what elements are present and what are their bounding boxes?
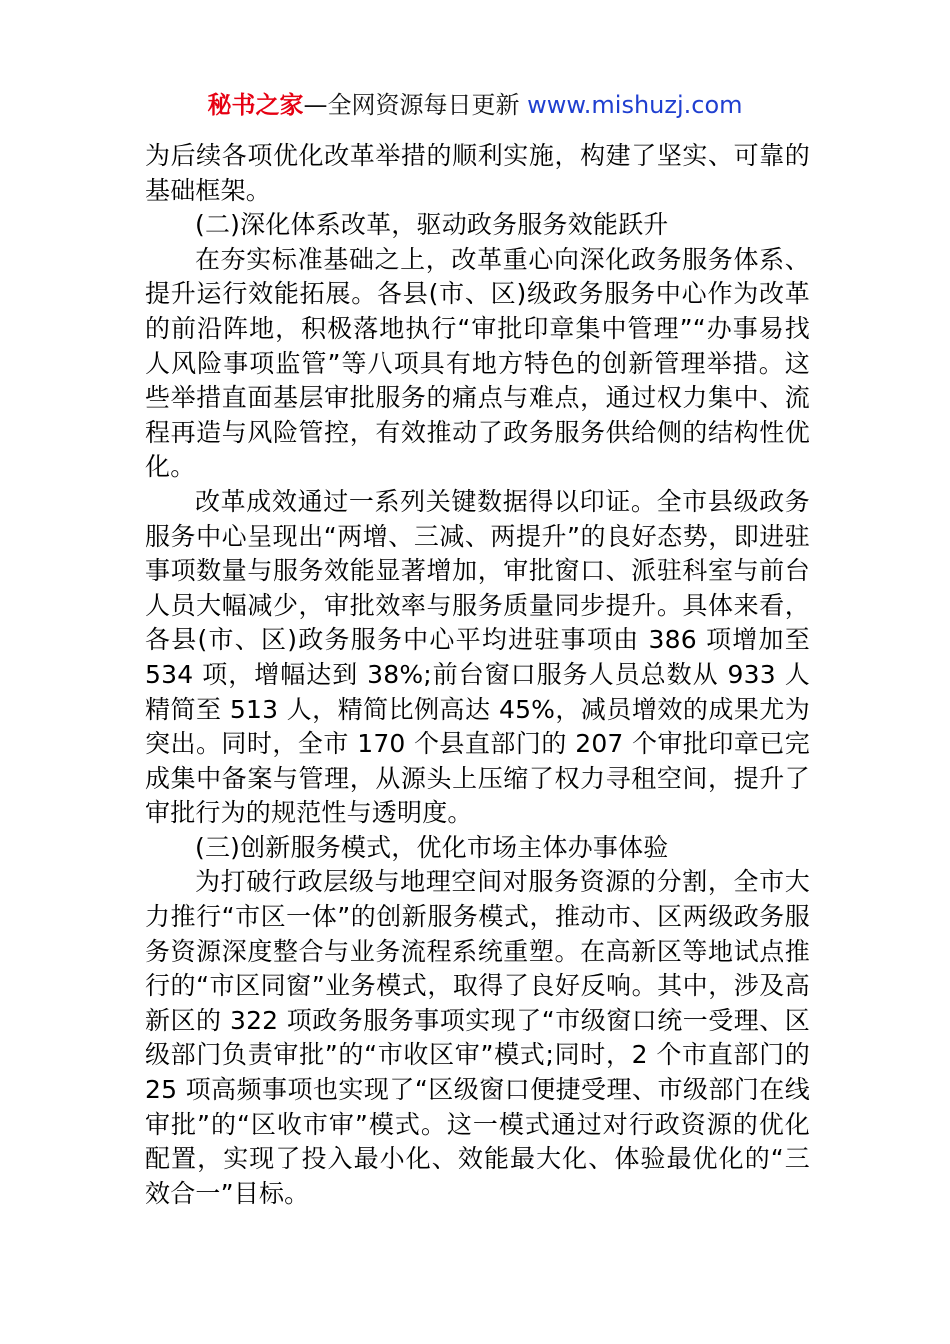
paragraph-continuation: 为后续各项优化改革举措的顺利实施，构建了坚实、可靠的基础框架。 — [145, 141, 810, 205]
site-tagline: —全网资源每日更新 — [303, 91, 528, 119]
section-heading-3: (三)创新服务模式，优化市场主体办事体验 — [195, 832, 669, 862]
site-url-link[interactable]: www.mishuzj.com — [527, 91, 743, 119]
paragraph: 改革成效通过一系列关键数据得以印证。全市县级政务服务中心呈现出“两增、三减、两提升”的良好态势，即进驻事项数量与服务效能显著增加，审批窗口、派驻科室与前台人员大幅减少，审批效率与服务质量同步提升。具体来看，各县(市、区)政务服务中心平均进驻事项由 386 项增加至 534 项，增幅达到 38%;前台窗口服务人员总数从 933 人精简至 513 人，精简比例高达 45%，减员增效的成果尤为突出。同时，全市 170 个县直部门的 207 个审批印章已完成集中备案与管理，从源头上压缩了权力寻租空间，提升了审批行为的规范性与透明度。 — [145, 486, 810, 828]
section-heading-2: (二)深化体系改革，驱动政务服务效能跃升 — [195, 210, 669, 240]
paragraph: 为打破行政层级与地理空间对服务资源的分割，全市大力推行“市区一体”的创新服务模式，推动市、区两级政务服务资源深度整合与业务流程系统重塑。在高新区等地试点推行的“市区同窗”业务模式，取得了良好反响。其中，涉及高新区的 322 项政务服务事项实现了“市级窗口统一受理、区级部门负责审批”的“市收区审”模式;同时，2 个市直部门的 25 项高频事项也实现了“区级窗口便捷受理、市级部门在线审批”的“区收市审”模式。这一模式通过对行政资源的优化配置，实现了投入最小化、效能最大化、体验最优化的“三效合一”目标。 — [145, 867, 810, 1208]
site-brand: 秘书之家 — [207, 91, 304, 119]
site-header — [0, 88, 950, 122]
document-body — [145, 139, 810, 1211]
paragraph: 在夯实标准基础之上，改革重心向深化政务服务体系、提升运行效能拓展。各县(市、区)级政务服务中心作为改革的前沿阵地，积极落地执行“审批印章集中管理”“办事易找人风险事项监管”等八项具有地方特色的创新管理举措。这些举措直面基层审批服务的痛点与难点，通过权力集中、流程再造与风险管控，有效推动了政务服务供给侧的结构性优化。 — [145, 244, 810, 482]
